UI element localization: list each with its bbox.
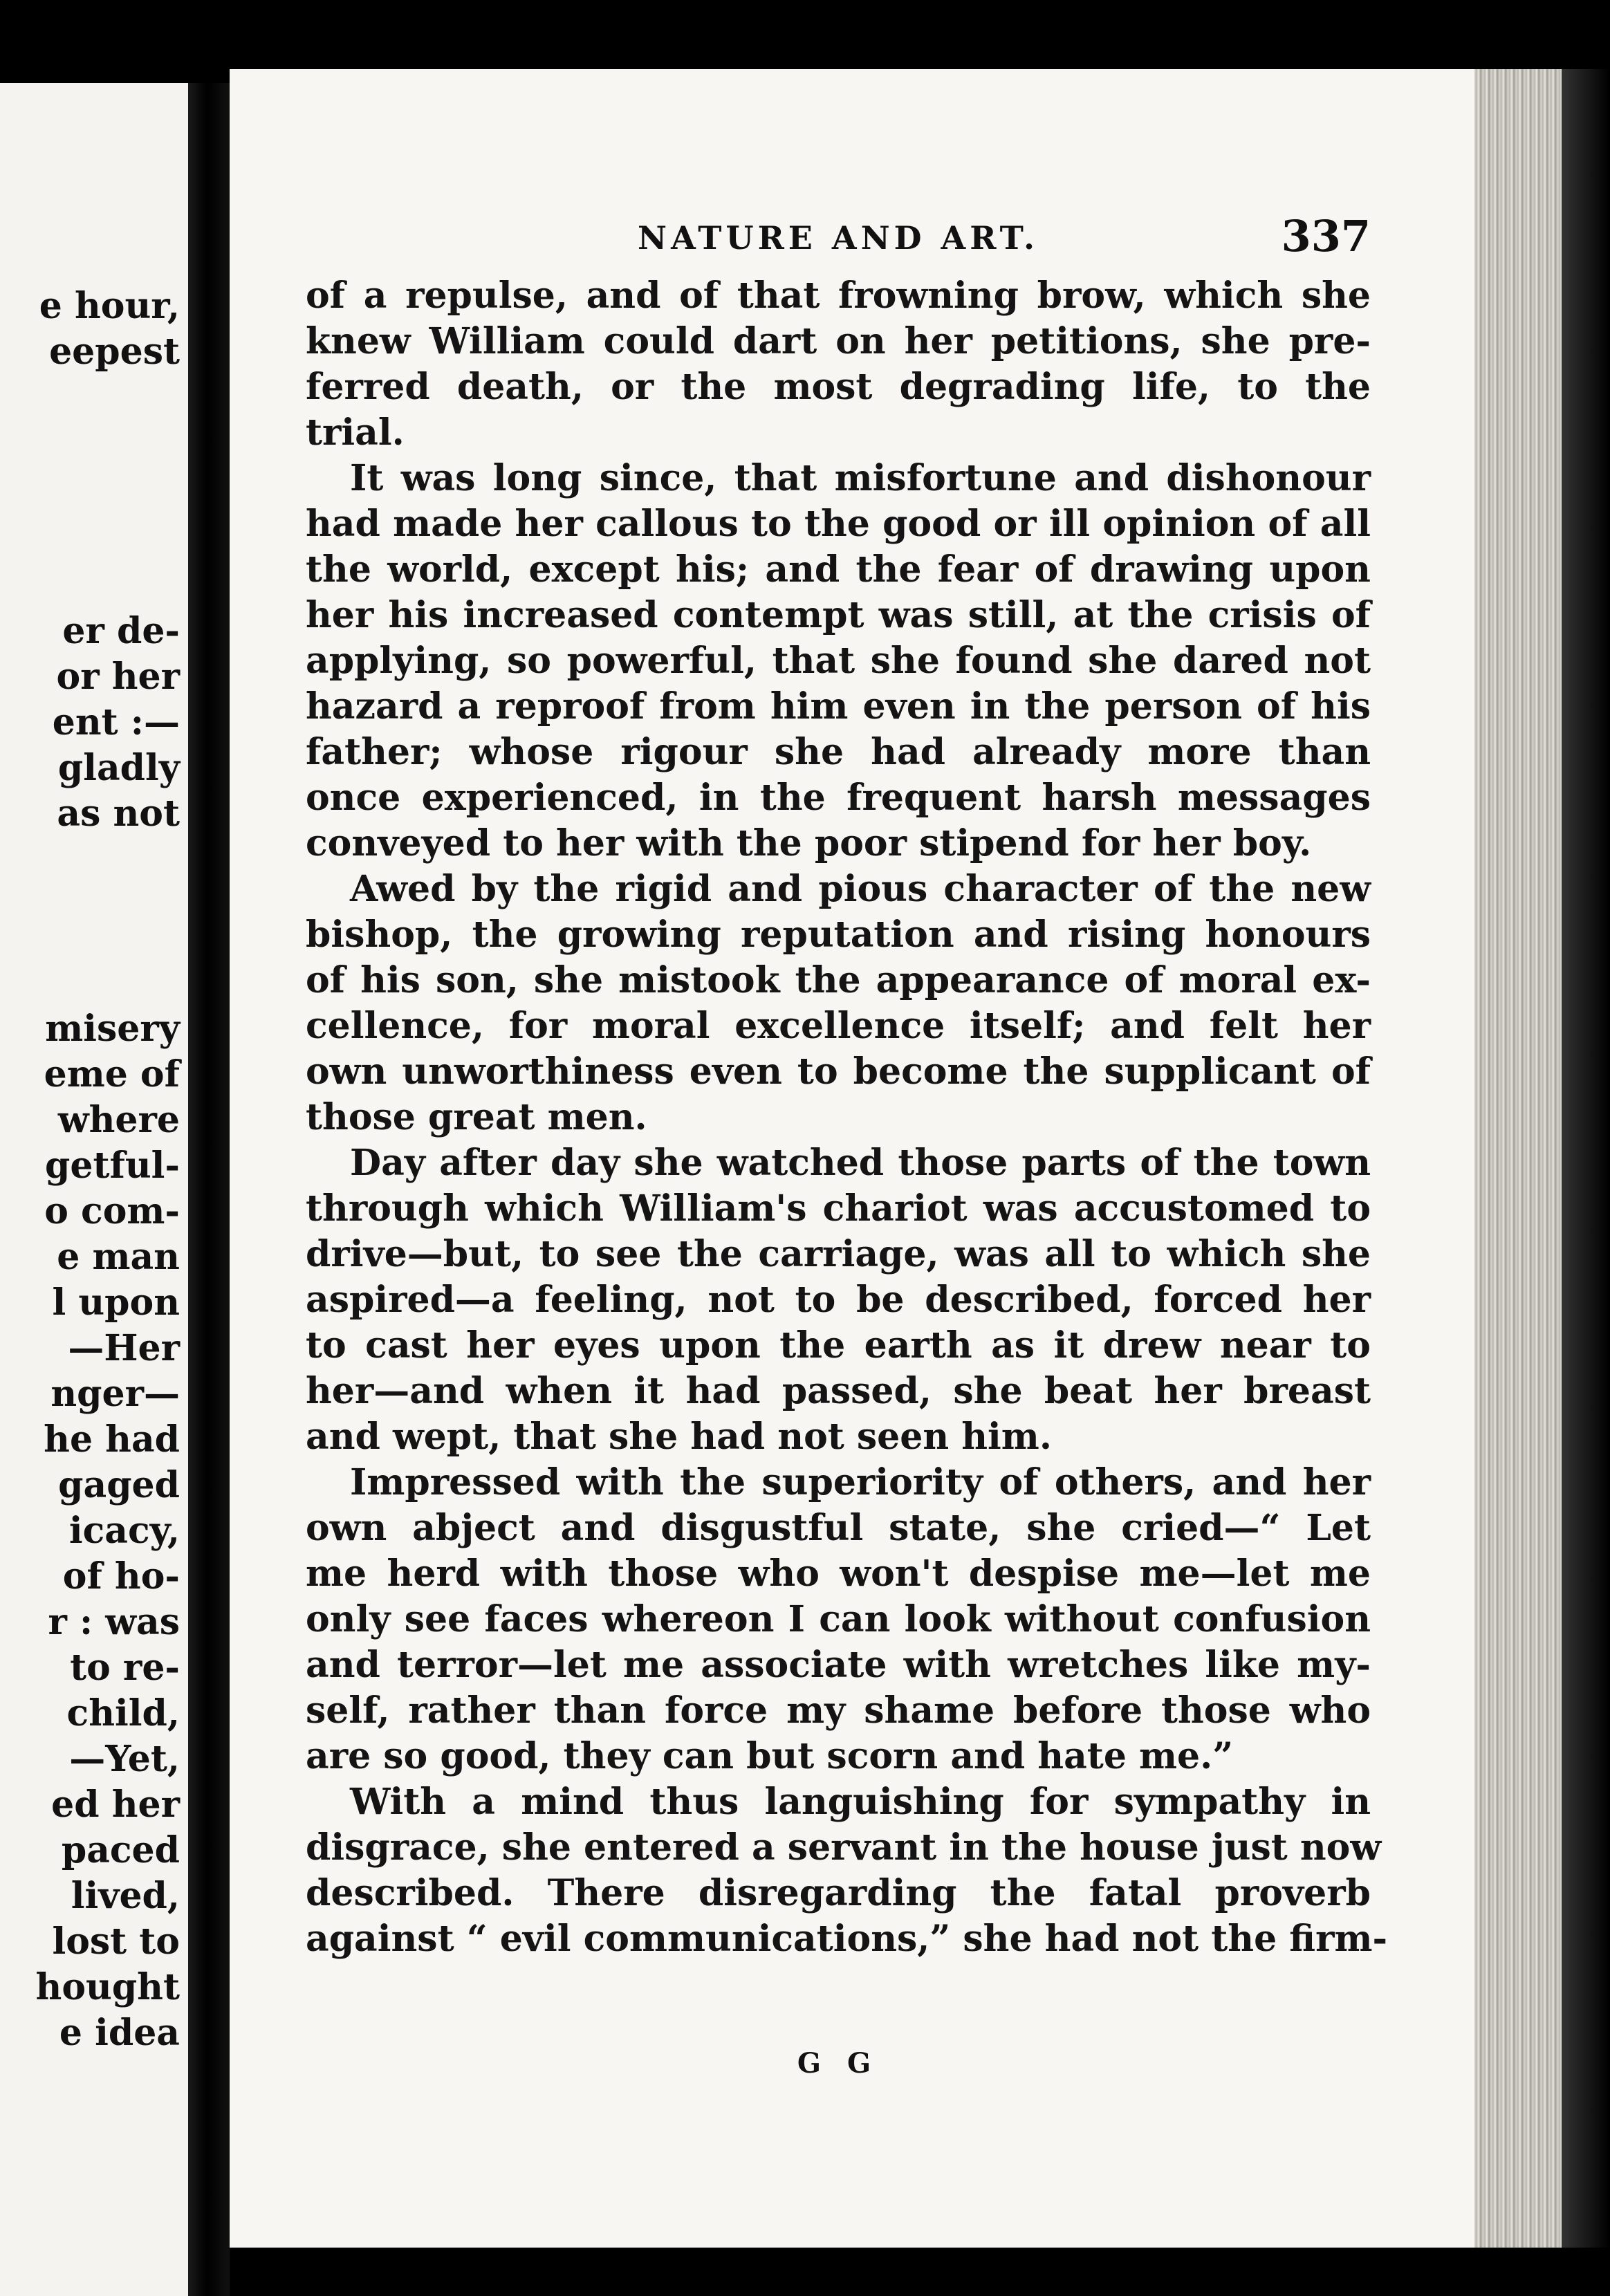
facing-page-line: lived, bbox=[71, 1875, 180, 1917]
facing-page-line: to re- bbox=[70, 1647, 180, 1689]
facing-page-line: e man bbox=[57, 1236, 180, 1278]
text-line: are so good, they can but scorn and hate me.” bbox=[306, 1735, 1234, 1777]
text-line: Awed by the rigid and pious character of the new bbox=[350, 868, 1371, 910]
facing-page-line: getful- bbox=[45, 1145, 180, 1187]
running-head-title: NATURE AND ART. bbox=[638, 219, 1039, 257]
text-line: me herd with those who won't despise me—let me bbox=[306, 1553, 1371, 1595]
facing-page-line: he had bbox=[44, 1418, 180, 1461]
text-line: of his son, she mistook the appearance of moral ex- bbox=[306, 959, 1371, 1001]
facing-page-line: nger— bbox=[50, 1373, 180, 1415]
facing-page-line: ed her bbox=[51, 1784, 180, 1826]
text-line: her—and when it had passed, she beat her breast bbox=[306, 1370, 1371, 1412]
text-line: the world, except his; and the fear of drawing upon bbox=[306, 548, 1371, 591]
facing-page-line: or her bbox=[56, 656, 180, 698]
text-line: her his increased contempt was still, at the crisis of bbox=[306, 594, 1371, 636]
text-line: once experienced, in the frequent harsh messages bbox=[306, 777, 1371, 819]
text-line: to cast her eyes upon the earth as it drew near to bbox=[306, 1324, 1371, 1367]
page-edges bbox=[1474, 69, 1562, 2248]
text-line: knew William could dart on her petitions, she pre- bbox=[306, 320, 1371, 362]
facing-page-line: lost to bbox=[52, 1920, 180, 1963]
facing-page-line: e hour, bbox=[39, 285, 180, 327]
text-line: It was long since, that misfortune and dishonour bbox=[350, 457, 1371, 499]
facing-page-line: e idea bbox=[59, 2012, 180, 2054]
text-line: and terror—let me associate with wretches like my- bbox=[306, 1644, 1371, 1686]
facing-page-fragment bbox=[0, 83, 188, 2296]
text-line: applying, so powerful, that she found she dared not bbox=[306, 640, 1371, 682]
text-line: and wept, that she had not seen him. bbox=[306, 1416, 1052, 1458]
text-line: of a repulse, and of that frowning brow, which she bbox=[306, 275, 1371, 317]
facing-page-line: l upon bbox=[52, 1281, 180, 1324]
text-line: self, rather than force my shame before those who bbox=[306, 1689, 1371, 1732]
page bbox=[230, 69, 1474, 2248]
page-edges-shadow bbox=[1562, 69, 1610, 2248]
facing-page-line: —Yet, bbox=[69, 1738, 180, 1780]
facing-page-block bbox=[36, 1006, 180, 2056]
facing-page-line: eepest bbox=[49, 331, 180, 373]
text-line: described. There disregarding the fatal proverb bbox=[306, 1872, 1371, 1914]
facing-page-line: gladly bbox=[57, 747, 180, 789]
facing-page-block bbox=[53, 609, 180, 837]
text-line: against “ evil communications,” she had not the firm- bbox=[306, 1918, 1388, 1960]
text-line: ferred death, or the most degrading life, to the bbox=[306, 366, 1371, 408]
facing-page-line: —Her bbox=[68, 1327, 180, 1369]
text-line: With a mind thus languishing for sympathy in bbox=[350, 1781, 1371, 1823]
facing-page-line: er de- bbox=[62, 610, 180, 652]
facing-page-line: icacy, bbox=[68, 1510, 180, 1552]
facing-page-line: r : was bbox=[48, 1601, 180, 1643]
facing-page-line: as not bbox=[57, 793, 180, 835]
text-line: bishop, the growing reputation and rising honours bbox=[306, 914, 1371, 956]
facing-page-line: paced bbox=[61, 1829, 180, 1871]
text-line: through which William's chariot was accustomed to bbox=[306, 1187, 1371, 1230]
facing-page-line: o com- bbox=[44, 1190, 180, 1232]
text-line: own abject and disgustful state, she cried—“ Let bbox=[306, 1507, 1371, 1549]
signature-mark: G G bbox=[797, 2047, 880, 2080]
running-head bbox=[306, 211, 1371, 273]
facing-page-line: ent :— bbox=[52, 701, 180, 743]
text-line: aspired—a feeling, not to be described, forced her bbox=[306, 1279, 1371, 1321]
text-line: cellence, for moral excellence itself; and felt her bbox=[306, 1005, 1371, 1047]
text-line: disgrace, she entered a servant in the house just now bbox=[306, 1826, 1382, 1869]
page-number: 337 bbox=[1281, 211, 1371, 261]
body-text bbox=[306, 273, 1388, 1962]
facing-page-line: child, bbox=[66, 1692, 180, 1734]
text-line: hazard a reproof from him even in the person of his bbox=[306, 685, 1371, 728]
text-line: Impressed with the superiority of others, and her bbox=[350, 1461, 1371, 1503]
text-line: had made her callous to the good or ill opinion of all bbox=[306, 503, 1371, 545]
book-gutter bbox=[188, 83, 230, 2296]
text-line: trial. bbox=[306, 411, 405, 454]
facing-page-line: where bbox=[57, 1099, 180, 1141]
facing-page-line: gaged bbox=[58, 1464, 180, 1506]
facing-page-block bbox=[39, 284, 180, 375]
text-line: own unworthiness even to become the supplicant of bbox=[306, 1050, 1371, 1093]
facing-page-line: misery bbox=[45, 1008, 180, 1050]
text-line: father; whose rigour she had already more than bbox=[306, 731, 1371, 773]
text-line: drive—but, to see the carriage, was all to which she bbox=[306, 1233, 1371, 1275]
text-line: conveyed to her with the poor stipend for her boy. bbox=[306, 822, 1312, 864]
facing-page-line: of ho- bbox=[62, 1555, 180, 1598]
text-line: only see faces whereon I can look without confusion bbox=[306, 1598, 1371, 1640]
facing-page-line: eme of bbox=[44, 1053, 180, 1095]
text-line: those great men. bbox=[306, 1096, 647, 1138]
facing-page-line: hought bbox=[35, 1966, 180, 2008]
text-line: Day after day she watched those parts of the town bbox=[350, 1142, 1371, 1184]
